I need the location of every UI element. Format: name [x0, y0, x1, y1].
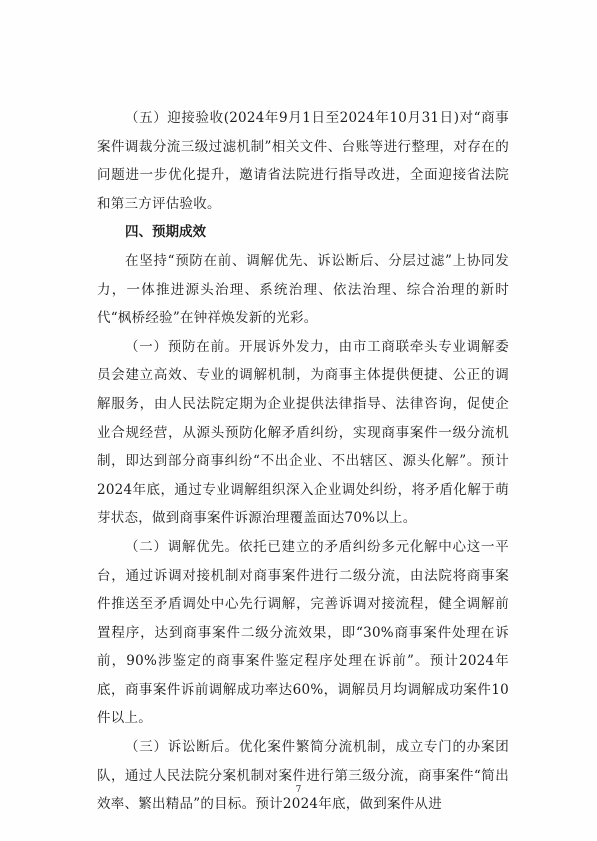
paragraph-text: 依托已建立的矛盾纠纷多元化解中心这一平台，通过诉调对接机制对商事案件进行二级分流，由法院将商事案件推送至矛盾调处中心先行调解，完善诉调对接流程，健全调解前置程序，达到商事案件二级分流效果，即“30%商事案件处理在诉前，90%涉鉴定的商事案件鉴定程序处理在诉前”。预计2024年底，商事案件诉前调解成功率达60%，调解员月均调解成功案件10件以上。	[97, 538, 510, 727]
paragraph-lead: （五）迎接验收	[125, 110, 224, 126]
paragraph-prevention	[97, 333, 509, 533]
paragraph-acceptance	[97, 104, 509, 218]
paragraph-lead: （二）调解优先。	[125, 538, 239, 555]
section-heading-expected-results: 四、预期成效	[125, 224, 206, 241]
document-body	[97, 104, 509, 819]
paragraph-intro	[97, 247, 509, 333]
paragraph-mediation	[97, 533, 509, 733]
paragraph-text: (2024年9月1日至2024年10月31日)对“商事案件调裁分流三级过滤机制”相关文件、台账等进行整理，对存在的问题进一步优化提升，邀请省法院进行指导改进，全面迎接省法院和第三方评估验收。	[97, 110, 510, 212]
paragraph-text: 在坚持“预防在前、调解优先、诉讼断后、分层过滤”上协同发力，一体推进源头治理、系统治理、依法治理、综合治理的新时代“枫桥经验”在钟祥焕发新的光彩。	[97, 252, 509, 327]
paragraph-lead: （一）预防在前。	[125, 338, 239, 355]
page-number: 7	[295, 785, 302, 795]
paragraph-lead: （三）诉讼断后。	[125, 739, 239, 756]
paragraph-litigation	[97, 733, 509, 819]
paragraph-text: 优化案件繁简分流机制，成立专门的办案团队，通过人民法院分案机制对案件进行第三级分流，商事案件“简出效率、繁出精品”的目标。预计2024年底，做到案件从进	[97, 739, 510, 813]
paragraph-text: 开展诉外发力，由市工商联牵头专业调解委员会建立高效、专业的调解机制，为商事主体提供便捷、公正的调解服务，由人民法院定期为企业提供法律指导、法律咨询，促使企业合规经营，从源头预防化解矛盾纠纷，实现商事案件一级分流机制，即达到部分商事纠纷“不出企业、不出辖区、源头化解”。预计2024年底，通过专业调解组织深入企业调处纠纷，将矛盾化解于萌芽状态，做到商事案件诉源治理覆盖面达70%以上。	[97, 338, 510, 527]
